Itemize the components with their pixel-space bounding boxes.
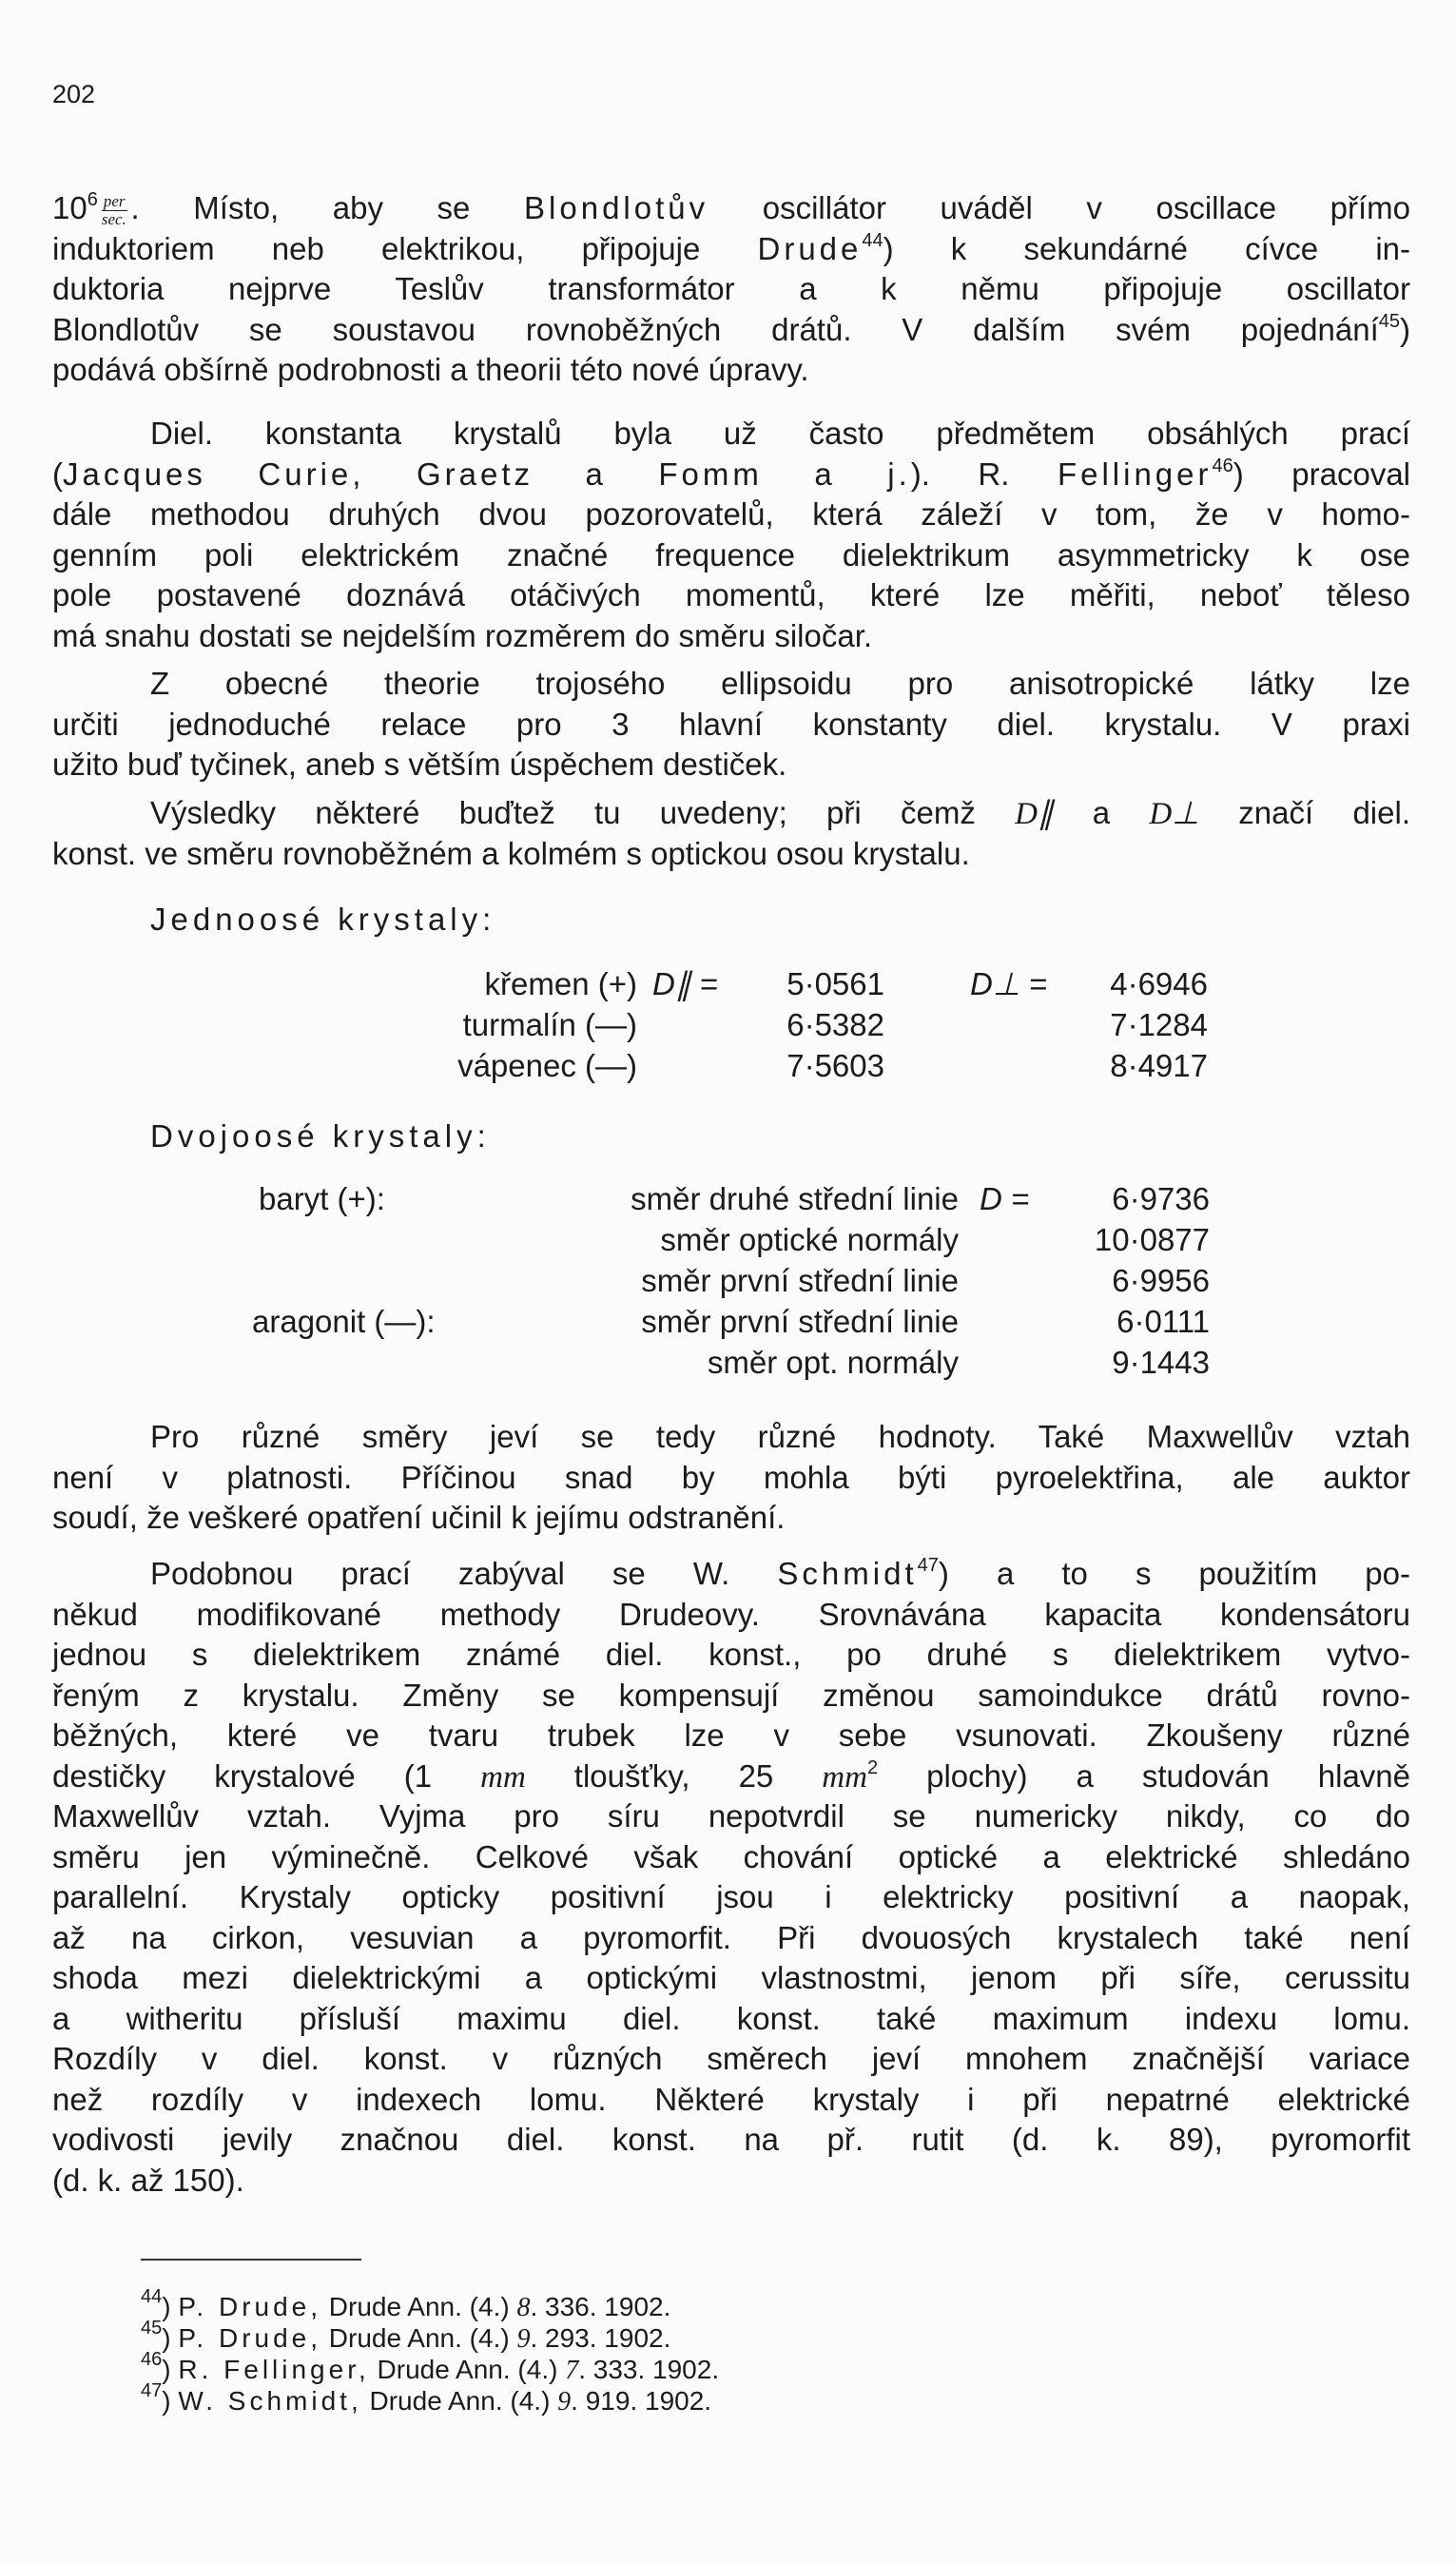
text-line — [52, 793, 1410, 834]
direction-label: směr první střední linie — [641, 1263, 959, 1298]
footnote-rule — [141, 2259, 361, 2261]
text-line — [52, 455, 1410, 495]
d-parallel-value: 5·0561 — [786, 966, 884, 1001]
text-span: značí diel. — [1199, 795, 1410, 830]
text-line: parallelní. Krystaly opticky positivní jsou i elektricky positivní a naopak, — [52, 1879, 1410, 1914]
d-value: 6·9956 — [1112, 1263, 1210, 1298]
text-span: ) pracoval — [1233, 456, 1411, 492]
footnote-mark: 45 — [141, 2318, 163, 2339]
d-label: D = — [980, 1181, 1030, 1216]
d-value: 9·1443 — [1112, 1345, 1210, 1380]
text-span: Výsledky některé buďtež tu uvedeny; při čemž — [150, 795, 1016, 830]
text-line: směru jen výminečně. Celkové však chování optické a elektrické shledáno — [52, 1838, 1410, 1874]
footnote-ref: 44 — [862, 229, 883, 251]
footnote-ref: 45 — [1378, 310, 1400, 332]
text-line — [52, 229, 1410, 270]
paragraph-3 — [52, 664, 1410, 786]
footnote-text: . 919. 1902. — [571, 2386, 712, 2416]
text-line: někud modifikované methody Drudeovy. Srovnávána kapacita kondensátoru — [52, 1596, 1410, 1632]
text-line — [52, 188, 1410, 229]
text-span: destičky krystalové (1 — [52, 1757, 481, 1794]
crystal-name: aragonit (—): — [252, 1304, 436, 1339]
text-line: není v platnosti. Příčinou snad by mohla býti pyroelektřina, ale auktor — [52, 1459, 1410, 1495]
text-line — [52, 310, 1410, 351]
paragraph-2 — [52, 414, 1410, 656]
footnote: $^{44}$) P. Drude, Drude Ann. (4.) 8. 336. 1902. — [141, 2286, 671, 2322]
fraction-denominator: sec. — [101, 209, 126, 228]
text-line: vodivosti jevily značnou diel. konst. na př. rutit (d. k. 89), pyromorfit — [52, 2122, 1410, 2157]
d-perpendicular-value: 8·4917 — [1110, 1048, 1208, 1083]
text-line: Diel. konstanta krystalů byla už často předmětem obsáhlých prací — [150, 416, 1410, 451]
text-line: užito buď tyčinek, aneb s větším úspěchem destiček. — [52, 747, 787, 782]
footnote-text: . 333. 1902. — [578, 2355, 720, 2384]
text-line: (d. k. až 150). — [52, 2162, 244, 2198]
d-perpendicular-value: 4·6946 — [1110, 966, 1208, 1001]
text-span: ) — [1400, 311, 1410, 347]
crystal-name: turmalín (—) — [462, 1007, 637, 1042]
d-parallel-value: 6·5382 — [786, 1007, 884, 1042]
biaxial-heading: Dvojoosé krystaly: — [150, 1118, 491, 1154]
text-span: induktoriem neb elektrikou, připojuje — [52, 230, 758, 266]
unit-mm: mm — [480, 1759, 526, 1795]
text-line: duktoria nejprve Teslův transformátor a k němu připojuje oscillator — [52, 271, 1410, 306]
footnote-ref: 46 — [1212, 455, 1233, 476]
paragraph-1 — [52, 188, 1410, 391]
text-line: Pro různé směry jeví se tedy různé hodnoty. Také Maxwellův vztah — [150, 1419, 1410, 1454]
footnote-mark: 44 — [141, 2286, 163, 2307]
footnote-text: Drude Ann. (4.) — [369, 2355, 566, 2384]
text-line: konst. ve směru rovnoběžném a kolmém s optickou osou krystalu. — [52, 835, 970, 871]
text-line: shoda mezi dielektrickými a optickými vlastnostmi, jenom při síře, cerussitu — [52, 1960, 1410, 1995]
footnote-volume: 9 — [557, 2387, 572, 2416]
symbol-d-parallel: D∥ — [1015, 797, 1054, 831]
footnote: $^{45}$) P. Drude, Drude Ann. (4.) 9. 293. 1902. — [141, 2318, 671, 2354]
d-perpendicular-value: 7·1284 — [1110, 1007, 1208, 1042]
footnote-mark: 46 — [141, 2349, 163, 2370]
spaced-name: Schmidt — [777, 1556, 918, 1591]
footnote-author: R. Fellinger, — [178, 2355, 370, 2384]
page-number: 202 — [52, 80, 96, 108]
footnote-volume: 9 — [516, 2324, 531, 2354]
fraction-numerator: per — [103, 191, 126, 210]
d-value: 6·9736 — [1112, 1181, 1210, 1216]
d-value: 10·0877 — [1094, 1222, 1210, 1257]
footnote-mark: 47 — [141, 2380, 163, 2401]
d-parallel-value: 7·5603 — [786, 1048, 884, 1083]
direction-label: směr optické normály — [660, 1222, 959, 1257]
text-span: oscillátor uváděl v oscillace přímo — [709, 190, 1410, 225]
crystal-name: vápenec (—) — [457, 1048, 637, 1083]
direction-label: směr druhé střední linie — [631, 1181, 959, 1216]
footnote-author: W. Schmidt, — [178, 2386, 362, 2416]
symbol-d-perpendicular: D⊥ — [1149, 797, 1199, 831]
footnote-text: Drude Ann. (4.) — [321, 2292, 517, 2321]
text-line: určiti jednoduché relace pro 3 hlavní konstanty diel. krystalu. V praxi — [52, 706, 1410, 742]
text-span: Podobnou prací zabýval se W. — [150, 1556, 778, 1591]
text-span: ) k sekundárné cívce in- — [883, 230, 1410, 266]
text-line — [52, 1554, 1410, 1595]
footnote-volume: 8 — [516, 2293, 531, 2322]
unit-mm2: mm — [822, 1759, 867, 1795]
footnote: $^{47}$) W. Schmidt, Drude Ann. (4.) 9. 919. 1902. — [141, 2380, 712, 2416]
text-line: Rozdíly v diel. konst. v různých směrech jeví mnohem značnější variace — [52, 2041, 1410, 2076]
text-line: Z obecné theorie trojosého ellipsoidu pro anisotropické látky lze — [150, 666, 1410, 701]
text-span: plochy) a studován hlavně — [878, 1757, 1411, 1794]
text-line: podává obšírně podrobnosti a theorii této nové úpravy. — [52, 352, 809, 387]
crystal-name: baryt (+): — [259, 1181, 385, 1216]
text-line: pole postavené doznává otáčivých momentů, které lze měřiti, neboť těleso — [52, 577, 1410, 612]
footnote-text: Drude Ann. (4.) — [321, 2323, 517, 2353]
text-line — [52, 1757, 1410, 1797]
superscript: 2 — [866, 1757, 879, 1778]
text-line: a witheritu přísluší maximu diel. konst. také maximum indexu lomu. — [52, 2000, 1410, 2036]
text-line: Maxwellův vztah. Vyjma pro síru nepotvrdil se numericky nikdy, co do — [52, 1798, 1410, 1834]
text-line: dále methodou druhých dvou pozorovatelů, která záleží v tom, že v homo- — [52, 496, 1410, 532]
text-line: než rozdíly v indexech lomu. Některé krystaly i při nepatrné elektrické — [52, 2081, 1410, 2117]
footnote: $^{46}$) R. Fellinger, Drude Ann. (4.) 7. 333. 1902. — [141, 2349, 720, 2385]
direction-label: směr první střední linie — [641, 1304, 959, 1339]
spaced-name: Jacques Curie, Graetz a Fomm a j. — [63, 456, 911, 492]
d-value: 6·0111 — [1116, 1304, 1210, 1339]
text-line: běžných, které ve tvaru trubek lze v sebe vsunovati. Zkoušeny různé — [52, 1718, 1410, 1753]
spaced-name: Blondlotův — [524, 190, 709, 225]
d-perpendicular-label: D⊥ = — [970, 966, 1048, 1001]
text-line: má snahu dostati se nejdelším rozměrem do směru siločar. — [52, 617, 873, 653]
direction-label: směr opt. normály — [707, 1345, 959, 1380]
text-span: tloušťky, 25 — [525, 1757, 823, 1794]
footnote-ref: 47 — [917, 1555, 939, 1576]
text-line: soudí, že veškeré opatření učinil k jejímu odstranění. — [52, 1500, 786, 1535]
crystal-name: křemen (+) — [484, 966, 637, 1001]
uniaxial-heading: Jednoosé krystaly: — [150, 902, 496, 937]
paragraph-4 — [52, 793, 1410, 874]
text-line: jednou s dielektrikem známé diel. konst., po druhé s dielektrikem vytvo- — [52, 1637, 1410, 1672]
footnote-text: . 336. 1902. — [530, 2292, 671, 2321]
text-span: ). R. — [910, 456, 1058, 492]
text-span: . Místo, aby se — [130, 190, 525, 225]
footnote-text: . 293. 1902. — [530, 2323, 671, 2353]
spaced-name: Fellinger — [1057, 456, 1213, 492]
footnote-author: P. Drude, — [178, 2292, 322, 2321]
footnote-text: Drude Ann. (4.) — [361, 2386, 558, 2416]
text-span: a — [1053, 795, 1150, 830]
text-span: 10 — [52, 190, 87, 225]
spaced-name: Drude — [757, 230, 863, 266]
text-span: Blondlotův se soustavou rovnoběžných drátů. V dalším svém pojednání — [52, 311, 1379, 347]
paragraph-6 — [52, 1554, 1410, 2201]
text-span: ( — [52, 456, 63, 492]
footnote-author: P. Drude, — [178, 2323, 322, 2353]
superscript: 6 — [87, 189, 98, 210]
text-line: řeným z krystalu. Změny se kompensují změnou samoindukce drátů rovno- — [52, 1677, 1410, 1713]
text-span: ) a to s použitím po- — [938, 1556, 1410, 1591]
paragraph-5 — [52, 1417, 1410, 1539]
d-parallel-label: D∥ = — [652, 966, 718, 1001]
footnote-volume: 7 — [565, 2356, 579, 2385]
text-line: až na cirkon, vesuvian a pyromorfit. Při dvouosých krystalech také není — [52, 1919, 1410, 1955]
fraction — [102, 193, 127, 228]
text-line: genním poli elektrickém značné frequence dielektrikum asymmetricky k ose — [52, 536, 1410, 573]
